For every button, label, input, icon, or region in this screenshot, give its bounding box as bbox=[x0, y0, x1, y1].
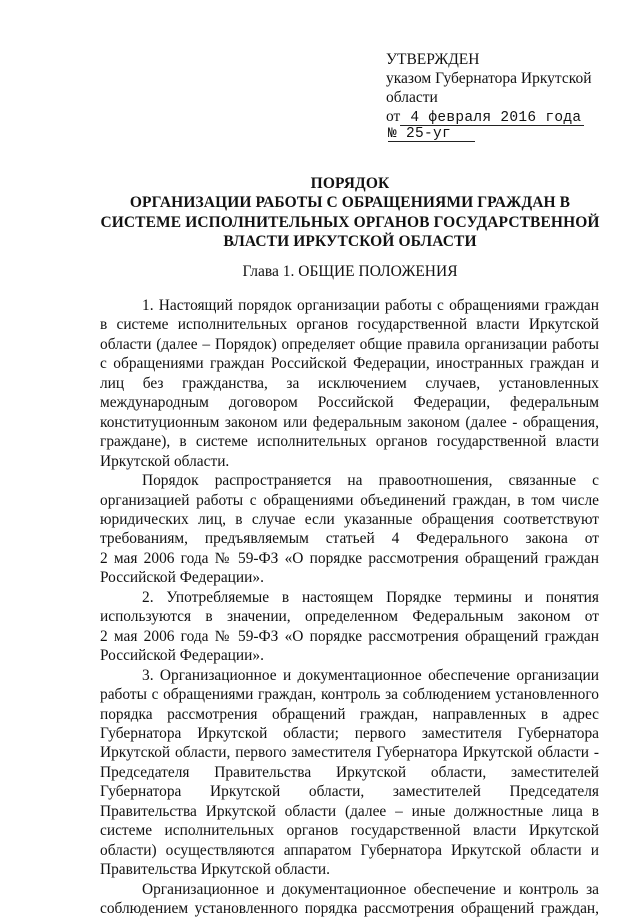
approval-decree-line-1: указом Губернатора Иркутской bbox=[386, 70, 592, 87]
paragraph-line: Организационное и документационное обеспечение и контроль за bbox=[142, 880, 599, 898]
title-line: СИСТЕМЕ ИСПОЛНИТЕЛЬНЫХ ОРГАНОВ ГОСУДАРСТВЕННОЙ bbox=[100, 213, 600, 231]
paragraph-line: Правительства Иркутской области (далее – иные должностные лица в bbox=[100, 802, 599, 820]
paragraph-line: с обращениями граждан Российской Федерации, иностранных граждан и bbox=[100, 355, 599, 373]
paragraph-line: работы с обращениями граждан, контроль за соблюдением установленного bbox=[100, 686, 599, 704]
paragraph-line: используются в значении, определенном Федеральным законом от bbox=[100, 608, 599, 626]
paragraph-line: 3. Организационное и документационное обеспечение организации bbox=[142, 666, 599, 684]
paragraph-line: Иркутской области. bbox=[100, 452, 230, 470]
paragraph bbox=[100, 296, 599, 471]
paragraph-line: 2 мая 2006 года № 59-ФЗ «О порядке рассмотрения обращений граждан bbox=[100, 549, 599, 567]
paragraph-line: 1. Настоящий порядок организации работы с обращениями граждан bbox=[142, 297, 599, 314]
paragraph-line: Председателя Правительства Иркутской области, заместителей bbox=[100, 763, 599, 781]
paragraph-line: требованиям, предъявляемым статьей 4 Федерального закона от bbox=[100, 530, 599, 548]
paragraph-line: в системе исполнительных органов государственной власти Иркутской bbox=[100, 316, 599, 334]
paragraph-line: Российской Федерации». bbox=[100, 647, 264, 665]
paragraph-line: соблюдением установленного порядка рассмотрения обращений граждан, bbox=[100, 900, 599, 918]
paragraph-line: организацией работы с обращениями объединений граждан, в том числе bbox=[100, 491, 599, 509]
approval-stamp bbox=[386, 50, 616, 142]
approval-heading: УТВЕРЖДЕН bbox=[386, 51, 480, 68]
paragraph-line: системе исполнительных органов государственной власти Иркутской bbox=[100, 822, 599, 840]
chapter-heading: Глава 1. ОБЩИЕ ПОЛОЖЕНИЯ bbox=[242, 263, 458, 280]
paragraph bbox=[100, 471, 599, 588]
paragraph-line: области) осуществляются аппаратом Губернатора Иркутской области и bbox=[100, 841, 599, 859]
paragraph-line: лиц без гражданства, за исключением случаев, установленных bbox=[100, 374, 599, 392]
approval-number: № 25-уг bbox=[388, 127, 475, 142]
paragraph-line: 2 мая 2006 года № 59-ФЗ «О порядке рассмотрения обращений граждан bbox=[100, 627, 599, 645]
paragraph-line: международным договором Российской Федерации, федеральным bbox=[100, 394, 599, 412]
document-title bbox=[100, 174, 600, 252]
title-line: ПОРЯДОК bbox=[310, 175, 390, 192]
paragraph-line: порядка рассмотрения обращений граждан, направленных в адрес bbox=[100, 705, 599, 723]
paragraph-line: 2. Употребляемые в настоящем Порядке термины и понятия bbox=[142, 588, 599, 606]
paragraph bbox=[100, 588, 599, 666]
approval-decree-line-2: области bbox=[386, 89, 438, 106]
title-line: ОРГАНИЗАЦИИ РАБОТЫ С ОБРАЩЕНИЯМИ ГРАЖДАН В bbox=[129, 194, 571, 212]
paragraph-line: Порядок распространяется на правоотношения, связанные с bbox=[142, 472, 599, 490]
paragraph bbox=[100, 666, 599, 880]
paragraph bbox=[100, 880, 599, 919]
paragraph-line: конституционным законом или федеральным законом (далее - обращения, bbox=[100, 413, 599, 431]
paragraph-line: области (далее – Порядок) определяет общие правила организации работы bbox=[100, 335, 599, 353]
paragraph-line: Губернатора Иркутской области; первого заместителя Губернатора bbox=[100, 724, 599, 742]
paragraph-line: юридических лиц, в случае если указанные обращения соответствуют bbox=[100, 510, 599, 528]
paragraph-line: граждане), в системе исполнительных органов государственной власти bbox=[100, 433, 599, 451]
paragraph-line: Иркутской области, первого заместителя Губернатора Иркутской области - bbox=[100, 744, 599, 762]
approval-from-prefix: от bbox=[386, 108, 401, 125]
document-body bbox=[100, 296, 599, 919]
paragraph-line: Губернатора Иркутской области, заместителей Председателя bbox=[100, 783, 599, 801]
paragraph-line: Российской Федерации». bbox=[100, 569, 264, 587]
paragraph-line: Правительства Иркутской области. bbox=[100, 861, 330, 879]
title-line: ВЛАСТИ ИРКУТСКОЙ ОБЛАСТИ bbox=[223, 233, 477, 251]
approval-date: 4 февраля 2016 года bbox=[400, 111, 584, 126]
